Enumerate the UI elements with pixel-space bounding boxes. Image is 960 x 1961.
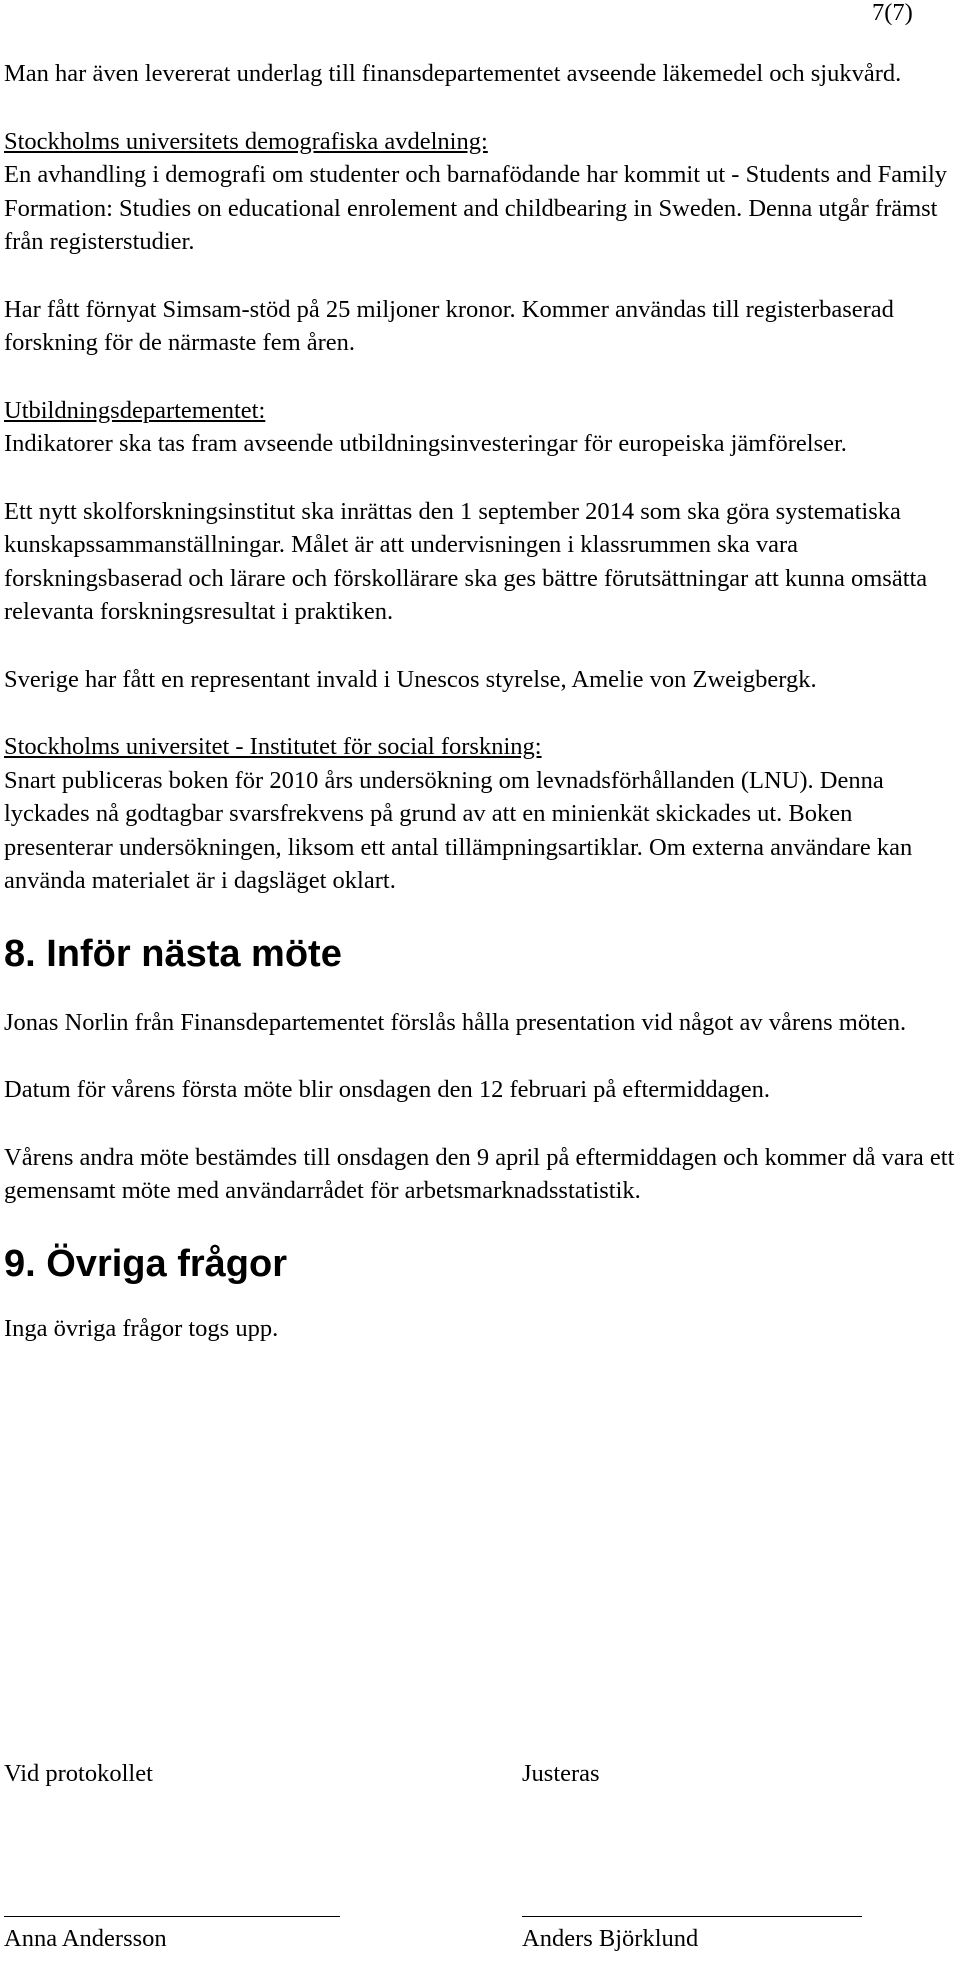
heading-infor-nasta-mote: 8. Inför nästa möte (4, 932, 342, 975)
body-paragraph: Snart publiceras boken för 2010 års undersökning om levnadsförhållanden (LNU). Denna lyckades nå godtagbar svarsfrekvens på grund av att en minienkät skickades ut. Boken presenterar undersökningen, liksom ett antal tillämpningsartiklar. Om externa användare kan använda materialet är i dagsläget oklart. (4, 766, 913, 894)
signature-line-left (4, 1916, 340, 1917)
section-label-utbildningsdepartementet: Utbildningsdepartementet: (4, 396, 266, 424)
intro-paragraph: Man har även levererat underlag till finansdepartementet avseende läkemedel och sjukvård. (4, 60, 902, 87)
body-paragraph: Indikatorer ska tas fram avseende utbildningsinvesteringar för europeiska jämförelser. (4, 430, 847, 457)
body-paragraph: Sverige har fått en representant invald i Unescos styrelse, Amelie von Zweigbergk. (4, 665, 817, 693)
heading-ovriga-fragor: 9. Övriga frågor (4, 1242, 287, 1285)
document-body (4, 57, 956, 1379)
section-demografi (4, 125, 956, 360)
signature-name-right: Anders Björklund (522, 1925, 699, 1952)
body-paragraph: Inga övriga frågor togs upp. (4, 1314, 279, 1342)
signature-label-left: Vid protokollet (4, 1760, 153, 1787)
body-paragraph: Har fått förnyat Simsam-stöd på 25 miljoner kronor. Kommer användas till registerbaserad forskning för de närmaste fem åren. (4, 295, 894, 356)
body-paragraph: Datum för vårens första möte blir onsdagen den 12 februari på eftermiddagen. (4, 1076, 771, 1103)
section-label-sofi: Stockholms universitet - Institutet för social forskning: (4, 733, 542, 760)
section-label-demografi: Stockholms universitets demografiska avdelning: (4, 127, 488, 155)
body-paragraph: Vårens andra möte bestämdes till onsdagen den 9 april på eftermiddagen och kommer då vara ett gemensamt möte med användarrådet för arbetsmarknadsstatistik. (4, 1143, 955, 1204)
signature-name-left: Anna Andersson (4, 1925, 167, 1952)
signature-line-right (522, 1916, 862, 1917)
signature-label-right: Justeras (522, 1760, 600, 1787)
section-utbildningsdepartementet (4, 394, 956, 697)
body-paragraph: En avhandling i demografi om studenter och barnafödande har kommit ut - Students and Family Formation: Studies on educational enrolement and childbearing in Sweden. Denna utgår främst från registerstudier. (4, 161, 948, 255)
page-number: 7(7) (872, 0, 913, 26)
section-sofi (4, 730, 956, 898)
body-paragraph: Jonas Norlin från Finansdepartementet förslås hålla presentation vid något av vårens möten. (4, 1008, 907, 1036)
body-paragraph: Ett nytt skolforskningsinstitut ska inrättas den 1 september 2014 som ska göra systematiska kunskapssammanställningar. Målet är att undervisningen i klassrummen ska vara forskningsbaserad och lärare och förskollärare ska ges bättre förutsättningar att kunna omsätta relevanta forskningsresultat i praktiken. (4, 497, 928, 625)
